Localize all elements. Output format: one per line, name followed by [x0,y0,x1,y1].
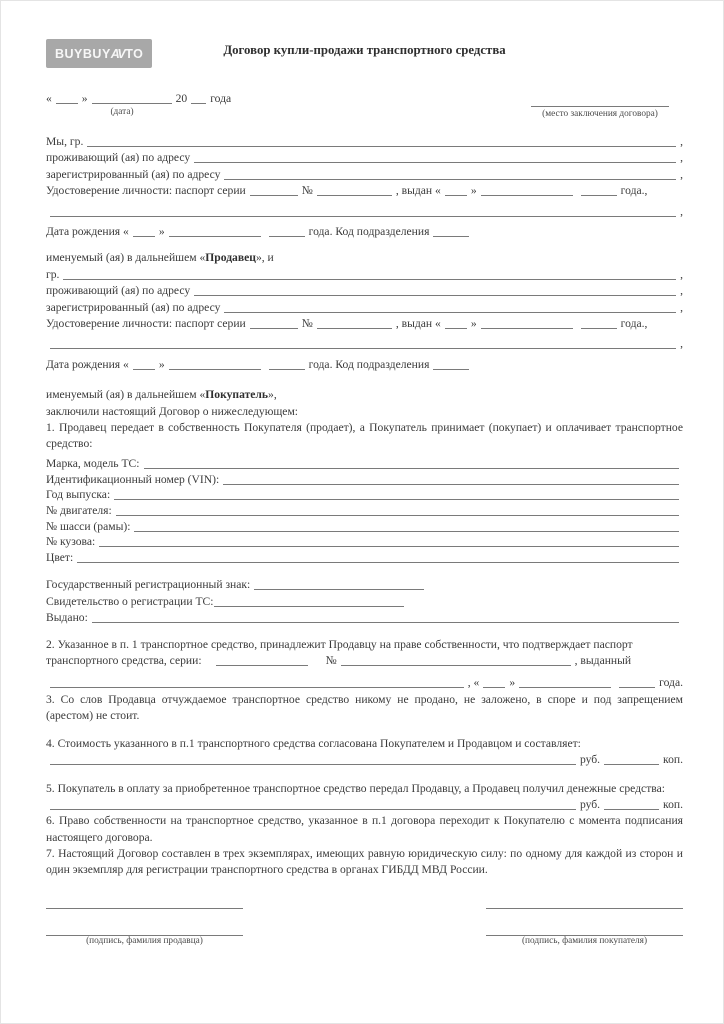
buyer-residing-blank [194,292,676,296]
buyer-signature-top-line [486,896,683,909]
seller-name-line [46,134,683,150]
rub-label: руб. [579,753,601,767]
vehicle-vin-label: Идентификационный номер (VIN): [46,472,220,486]
vehicle-year-blank [114,496,679,500]
pts-series-label: транспортного средства, серии: [46,653,202,667]
signature-row-top [46,896,683,909]
vehicle-body-line [46,534,683,550]
clause-5-amount-line [46,797,683,813]
clause-7: 7. Настоящий Договор составлен в трех экземплярах, имеющих равную юридическую силу: по одному для каждой из сторон и один экземпляр для регистрации транспортного средства в органах ГИБДД МВД России. [46,846,683,876]
seller-issuer-line [46,204,683,220]
year-word: года. [308,357,333,371]
document-title: Договор купли-продажи транспортного средства [223,43,506,57]
date-field [46,92,231,120]
buyer-identity-label: Удостоверение личности: паспорт серии [46,317,246,331]
vehicle-engine-blank [116,512,679,516]
buyer-birth-day-blank [133,366,155,370]
price-kopeck-blank [604,761,659,765]
buyer-hereinafter-line [46,387,683,403]
buyer-signature-caption: (подпись, фамилия покупателя) [521,936,648,947]
pts-month-blank [519,684,611,688]
signature-row-bottom [46,923,683,947]
seller-birthdate-line [46,224,683,240]
pts-date-open: , « [467,676,480,690]
seller-passport-number-blank [317,192,392,196]
buyer-signature [486,923,683,947]
buyer-birth-year-blank [269,366,305,370]
pts-issuer-blank [50,684,464,688]
clause-5-text: 5. Покупатель в оплату за приобретенное транспортное средство передал Продавцу, а Продавец получил денежные средства: [46,781,665,795]
birthdate-label: Дата рождения « [46,225,129,239]
buyer-residing-label: проживающий (ая) по адресу [46,284,191,298]
reg-plate-line [46,577,683,593]
trailing-comma: , [680,337,683,351]
reg-cert-blank [214,603,404,607]
seller-issuer-blank [50,213,676,217]
seller-registered-line [46,167,683,183]
quote-close: » [509,676,516,690]
buyer-issuer-line [46,336,683,352]
quote-close: » [470,317,477,331]
vehicle-vin-blank [223,481,679,485]
buyer-registered-blank [224,309,676,313]
number-sign: № [325,653,337,667]
vehicle-chassis-line [46,519,683,535]
buyer-registered-label: зарегистрированный (ая) по адресу [46,300,221,314]
seller-issue-month-blank [481,192,573,196]
hereinafter-prefix: именуемый (ая) в дальнейшем « [46,251,206,265]
reg-cert-line [46,594,683,610]
buyer-registered-line [46,300,683,316]
unit-code-label: Код подразделения [335,357,430,371]
seller-identity-label: Удостоверение личности: паспорт серии [46,184,246,198]
buyer-issue-year-blank [581,325,617,329]
buyer-birthdate-line [46,357,683,373]
vehicle-vin-line [46,472,683,488]
reg-cert-label: Свидетельство о регистрации ТС: [46,594,214,608]
place-blank [531,94,669,107]
seller-registered-label: зарегистрированный (ая) по адресу [46,167,221,181]
buyer-issuer-blank [50,345,676,349]
vehicle-engine-label: № двигателя: [46,504,112,518]
date-caption: (дата) [110,107,134,117]
seller-signature-line [46,923,243,936]
hereinafter-suffix: », и [255,251,274,265]
reg-issued-blank [92,619,679,623]
vehicle-color-label: Цвет: [46,550,74,564]
vehicle-fields [46,456,683,565]
seller-hereinafter-line [46,250,683,266]
seller-passport-series-blank [250,192,298,196]
seller-birth-year-blank [269,233,305,237]
year-word: года [210,92,232,105]
date-day-blank [56,100,78,104]
seller-registered-blank [224,176,676,180]
buyer-term: Покупатель [205,388,269,402]
seller-signature [46,923,243,947]
reg-issued-line [46,610,683,626]
vehicle-make-line [46,456,683,472]
trailing-comma: , [680,284,683,298]
clause-4-amount-line [46,752,683,768]
buyer-passport-series-blank [250,325,298,329]
trailing-comma: , [680,167,683,181]
buyer-passport-number-blank [317,325,392,329]
seller-signature-top [46,896,243,909]
vehicle-make-blank [144,465,679,469]
seller-residing-label: проживающий (ая) по адресу [46,151,191,165]
seller-issue-year-blank [581,192,617,196]
registration-section [46,577,683,626]
seller-name-blank [87,143,676,147]
seller-issue-day-blank [445,192,467,196]
concluded-line: заключили настоящий Договор о нижеследующем: [46,404,299,418]
vehicle-body-blank [99,543,679,547]
buyer-residing-line [46,283,683,299]
year-end-label: года., [620,317,648,331]
year-prefix: 20 [175,92,188,105]
brand-logo-av-mark: AV [110,47,125,61]
year-word: года. [659,676,683,690]
vehicle-make-label: Марка, модель ТС: [46,457,140,471]
trailing-comma: , [680,151,683,165]
seller-signature-top-line [46,896,243,909]
seller-section [46,134,683,240]
reg-issued-label: Выдано: [46,611,88,625]
buyer-birth-month-blank [169,366,261,370]
date-year-blank [191,100,206,104]
pts-day-blank [483,684,505,688]
vehicle-body-label: № кузова: [46,535,96,549]
quote-close: » [158,225,165,239]
paid-kopeck-blank [604,806,659,810]
unit-code-label: Код подразделения [335,225,430,239]
trailing-comma: , [680,135,683,148]
vehicle-year-line [46,487,683,503]
quote-open: « [46,92,52,105]
buyer-issue-month-blank [481,325,573,329]
trailing-comma: , [680,204,683,218]
brand-logo-prefix: BUYBUY [55,47,111,61]
vehicle-color-blank [77,559,679,563]
buyer-section [46,267,683,373]
vehicle-engine-line [46,503,683,519]
rub-label: руб. [579,797,601,811]
birthdate-label: Дата рождения « [46,357,129,371]
pts-series-blank [216,662,308,666]
hereinafter-suffix: », [268,388,277,402]
seller-name-label: Мы, гр. [46,135,84,148]
buyer-name-label: гр. [46,267,60,281]
clause-2-line2 [46,653,683,669]
clause-4-text: 4. Стоимость указанного в п.1 транспортного средства согласована Покупателем и Продавцом и составляет: [46,737,581,751]
buyer-name-blank [63,276,676,280]
kop-label: коп. [663,753,683,767]
issued-label: , выдан « [395,317,441,331]
place-field [525,94,675,120]
clause-2-line3 [46,675,683,691]
buyer-unit-code-blank [433,366,469,370]
seller-signature-caption: (подпись, фамилия продавца) [86,936,203,947]
seller-birth-day-blank [133,233,155,237]
seller-unit-code-blank [433,233,469,237]
issued-label: , выдан « [395,184,441,198]
date-line [46,92,231,106]
seller-passport-line [46,183,683,199]
number-sign: № [301,184,313,198]
clause-2-line1: 2. Указанное в п. 1 транспортное средство, принадлежит Продавцу на праве собственности, что подтверждает паспорт [46,637,633,651]
buyer-signature-top [486,896,683,909]
vehicle-chassis-label: № шасси (рамы): [46,519,131,533]
clause-5 [46,781,683,814]
clause-3: 3. Со слов Продавца отчуждаемое транспортное средство никому не продано, не заложено, в споре и под запрещением (арестом) не стоит. [46,692,683,722]
clause-1: 1. Продавец передает в собственность Покупателя (продает), а Покупатель принимает (покупает) и оплачивает транспортное средство: [46,420,683,451]
seller-birth-month-blank [169,233,261,237]
trailing-comma: , [680,267,683,281]
quote-close: » [158,357,165,371]
trailing-comma: , [680,300,683,314]
reg-plate-blank [254,586,424,590]
clause-6: 6. Право собственности на транспортное средство, указанное в п.1 договора переходит к Покупателю с момента подписания настоящего договора. [46,814,683,844]
vehicle-chassis-blank [134,528,679,532]
date-place-row [46,92,683,120]
pts-year-blank [619,684,655,688]
seller-residing-line [46,150,683,166]
number-sign: № [301,317,313,331]
place-caption: (место заключения договора) [542,109,658,119]
buyer-signature-line [486,923,683,936]
paid-amount-blank [50,806,576,810]
brand-logo-suffix: TO [125,47,144,61]
year-word: года. [308,225,333,239]
quote-close: » [81,92,88,105]
buyer-issue-day-blank [445,325,467,329]
document-header [46,37,683,77]
vehicle-year-label: Год выпуска: [46,488,111,502]
buyer-name-line [46,267,683,283]
clause-2 [46,637,683,692]
seller-residing-blank [194,159,676,163]
buyer-passport-line [46,316,683,332]
pts-issued-label: , выданный [574,653,632,667]
reg-plate-label: Государственный регистрационный знак: [46,578,251,592]
pts-number-blank [341,662,571,666]
kop-label: коп. [663,797,683,811]
seller-term: Продавец [205,251,256,265]
date-month-blank [92,100,172,104]
clause-4 [46,736,683,769]
vehicle-color-line [46,550,683,566]
price-amount-blank [50,761,576,765]
quote-close: » [470,184,477,198]
hereinafter-prefix: именуемый (ая) в дальнейшем « [46,388,206,402]
year-end-label: года., [620,184,648,198]
